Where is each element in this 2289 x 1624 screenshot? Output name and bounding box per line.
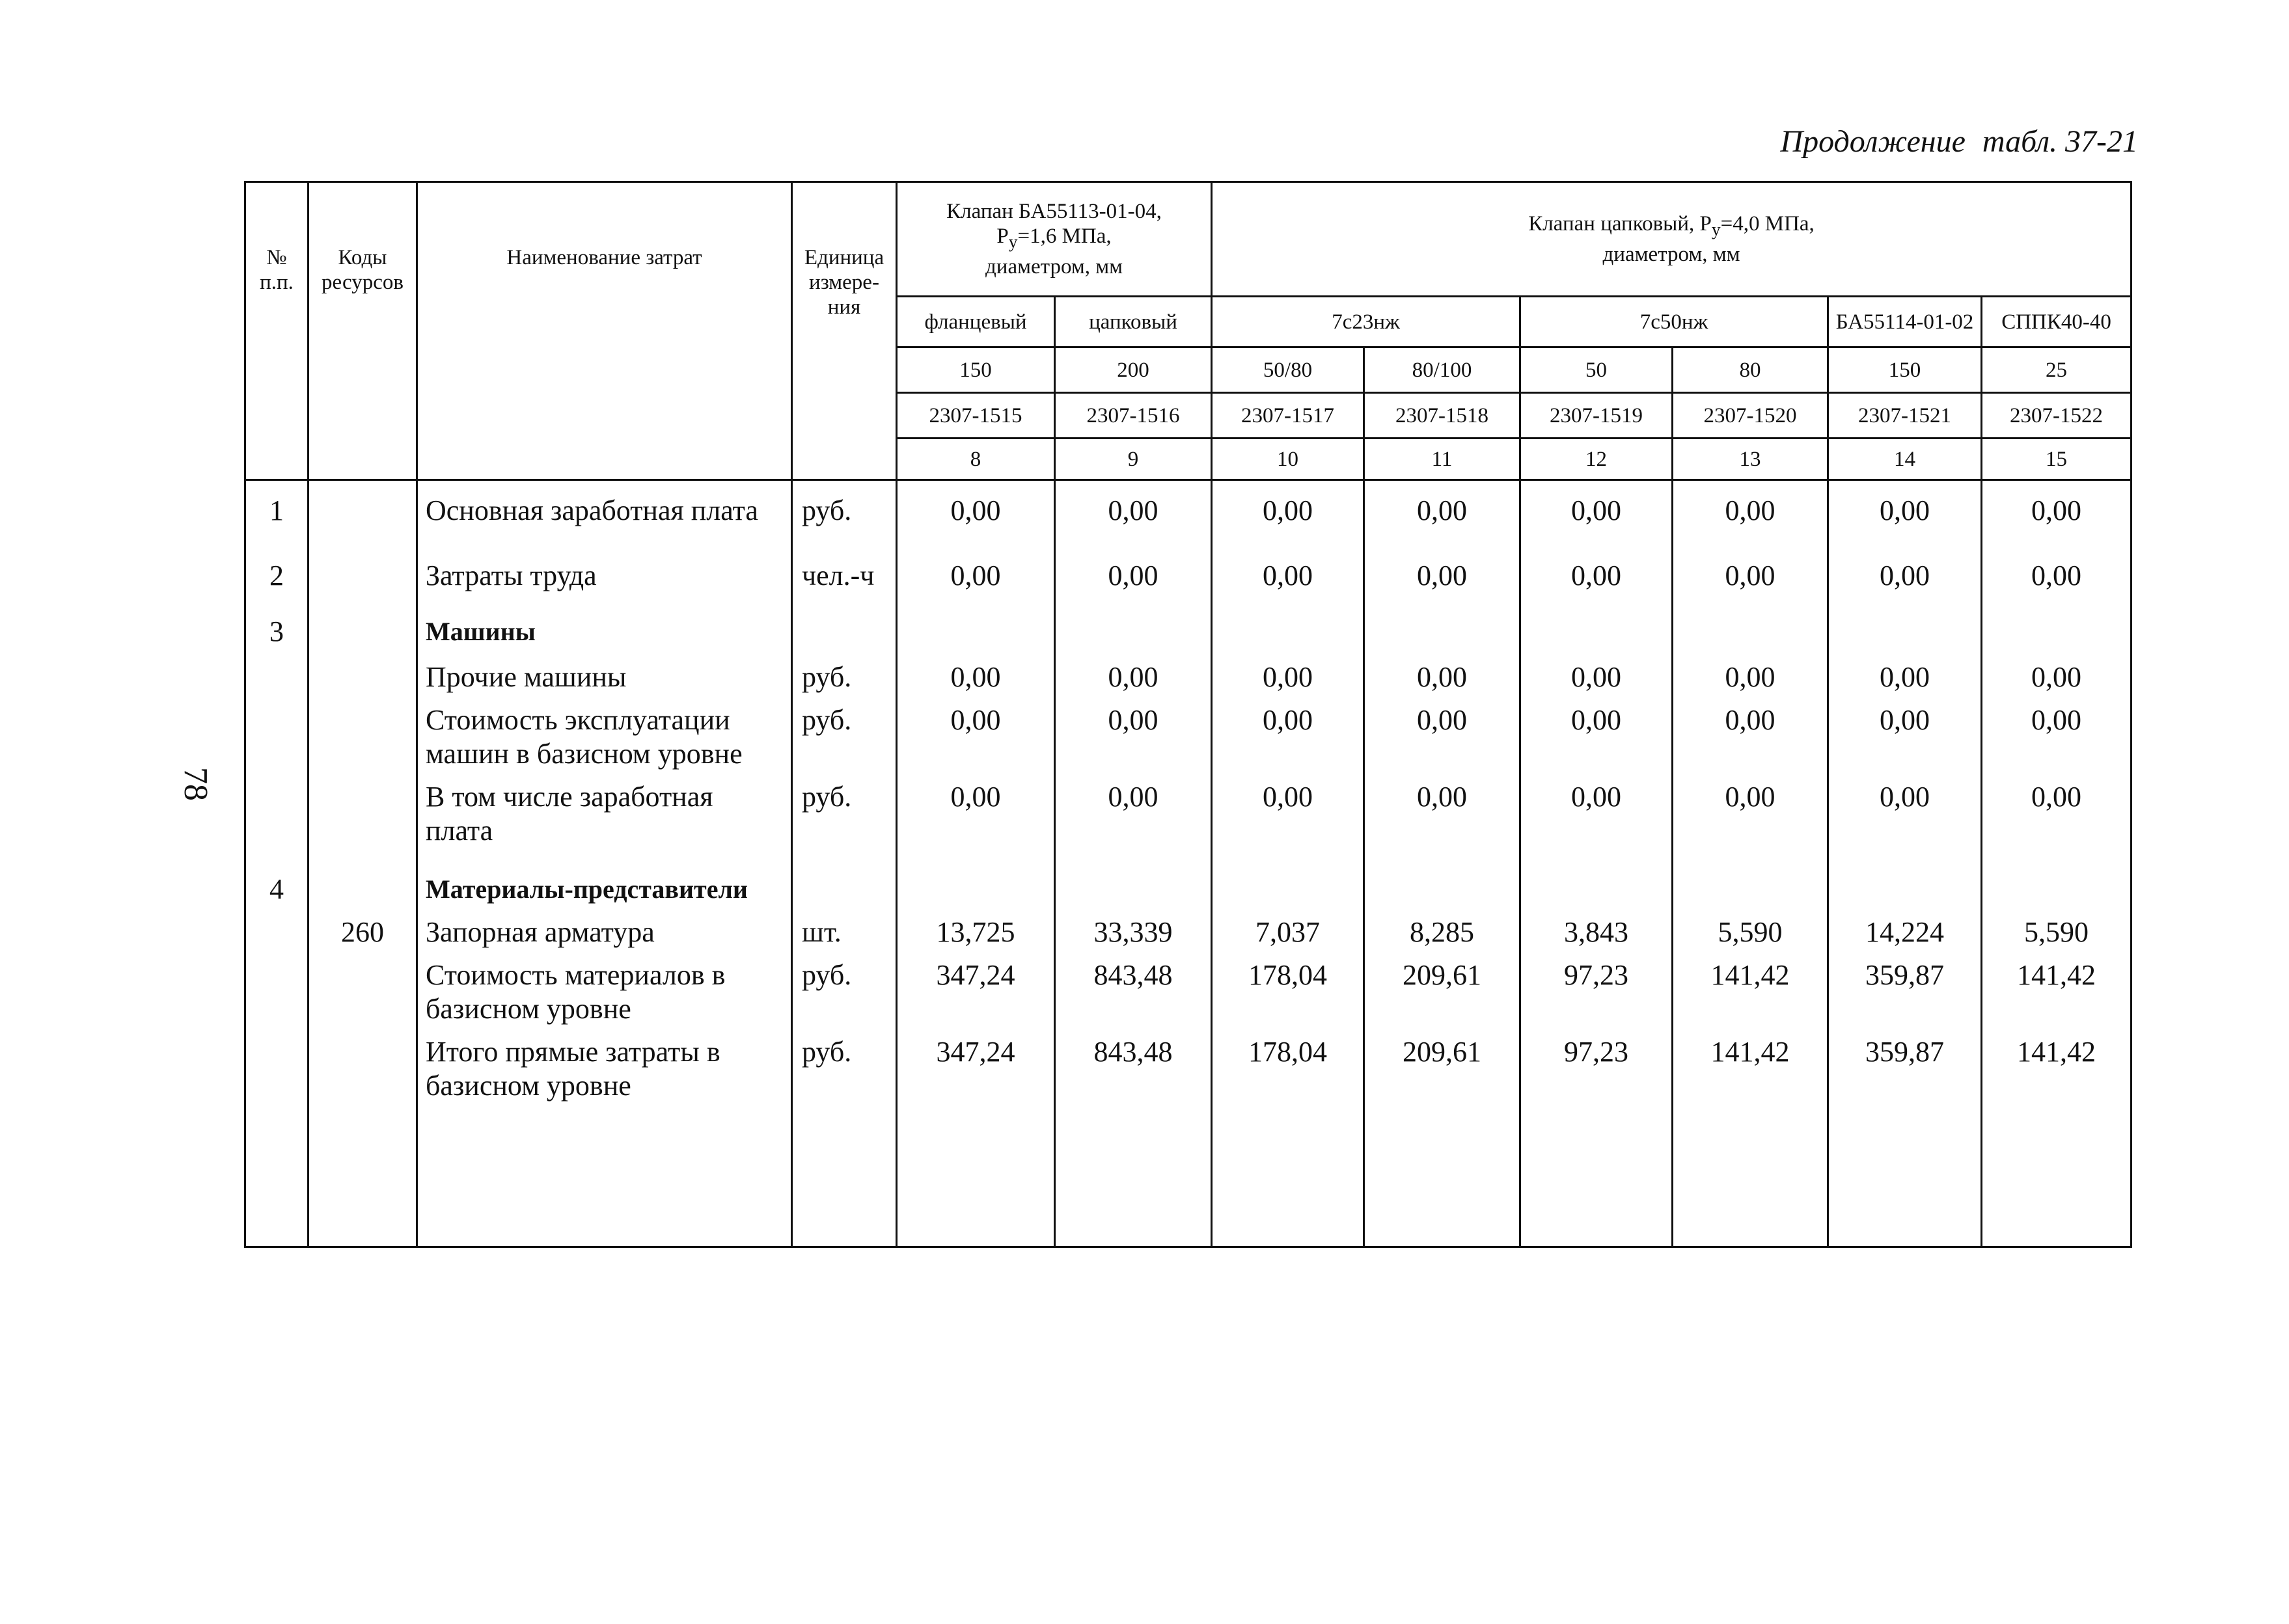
row-cost-name: Итого прямые затраты в базисном уровне [417,1026,792,1247]
table-body [245,480,2131,1247]
row-cost-name: Основная заработная плата [417,480,792,547]
column-number-cell: 15 [1982,439,2131,480]
row-number [245,949,308,1026]
row-cost-name: Машины [417,593,792,651]
row-value [1828,593,1982,651]
row-value: 0,00 [1212,694,1364,771]
resource-code-cell: 2307-1519 [1520,393,1673,439]
row-value: 0,00 [1055,651,1212,694]
type-sppk40: СППК40-40 [1982,297,2131,347]
row-resource-code [308,651,417,694]
table-row [245,771,2131,854]
row-value: 0,00 [1520,771,1673,854]
row-value: 0,00 [897,546,1055,593]
row-unit: руб. [792,651,897,694]
row-value [1212,593,1364,651]
row-number: 2 [245,546,308,593]
row-value: 209,61 [1364,949,1520,1026]
row-value: 141,42 [1982,949,2131,1026]
row-value: 347,24 [897,949,1055,1026]
column-number-cell: 13 [1673,439,1828,480]
row-value: 0,00 [1212,480,1364,547]
row-value: 0,00 [897,694,1055,771]
type-ba55114: БА55114-01-02 [1828,297,1982,347]
row-unit: руб. [792,771,897,854]
diameter-cell: 80 [1673,347,1828,393]
row-value: 0,00 [1520,546,1673,593]
header-group-valve-tsapkovy [1212,182,2131,297]
resource-code-cell: 2307-1516 [1055,393,1212,439]
row-value: 0,00 [1055,694,1212,771]
group2-line1: Клапан цапковый, $P_у=4,0$ МПа, [1528,212,1815,239]
resource-code-cell: 2307-1515 [897,393,1055,439]
column-number-cell: 9 [1055,439,1212,480]
diameter-cell: 80/100 [1364,347,1520,393]
diameter-cell: 25 [1982,347,2131,393]
column-number-cell: 8 [897,439,1055,480]
row-number [245,906,308,949]
row-value: 33,339 [1055,906,1212,949]
row-value: 7,037 [1212,906,1364,949]
row-value [1982,593,2131,651]
row-value: 359,87 [1828,949,1982,1026]
row-value: 0,00 [1828,546,1982,593]
row-value: 0,00 [1673,546,1828,593]
table-row [245,651,2131,694]
row-value [1673,593,1828,651]
row-value [1055,593,1212,651]
column-number-cell: 10 [1212,439,1364,480]
row-value: 0,00 [1982,651,2131,694]
caption-word-continuation: Продолжение [1780,124,1966,159]
row-value: 0,00 [1212,771,1364,854]
header-group-valve-ba55113 [897,182,1212,297]
row-value [1055,854,1212,906]
table-row [245,906,2131,949]
row-value: 0,00 [1828,480,1982,547]
row-value: 14,224 [1828,906,1982,949]
row-resource-code [308,694,417,771]
row-value: 347,24 [897,1026,1055,1247]
row-value: 843,48 [1055,1026,1212,1247]
row-cost-name: Стоимость эксплуатации машин в базисном уровне [417,694,792,771]
row-value: 3,843 [1520,906,1673,949]
row-value: 178,04 [1212,949,1364,1026]
row-value [1212,854,1364,906]
row-value: 0,00 [1055,771,1212,854]
row-unit [792,854,897,906]
header-number: № п.п. [245,182,308,480]
caption-table-number: 37-21 [2065,124,2138,159]
type-flanged: фланцевый [897,297,1055,347]
page-number: 78 [177,767,214,801]
table-row [245,1026,2131,1247]
row-value: 0,00 [1828,771,1982,854]
resource-code-cell: 2307-1521 [1828,393,1982,439]
row-value: 0,00 [1212,546,1364,593]
row-value: 0,00 [1212,651,1364,694]
group2-line2: диаметром, мм [1602,242,1740,266]
column-number-cell: 12 [1520,439,1673,480]
row-value: 0,00 [1982,480,2131,547]
row-value: 0,00 [1364,694,1520,771]
row-value [897,593,1055,651]
diameter-cell: 150 [1828,347,1982,393]
header-name: Наименование затрат [417,182,792,480]
column-number-cell: 11 [1364,439,1520,480]
row-value: 0,00 [1520,694,1673,771]
row-cost-name: Запорная арматура [417,906,792,949]
row-value: 359,87 [1828,1026,1982,1247]
resource-code-cell: 2307-1517 [1212,393,1364,439]
row-value: 0,00 [1982,546,2131,593]
row-resource-code [308,593,417,651]
row-cost-name: Затраты труда [417,546,792,593]
group1-line2: $P_у=1,6$ МПа, [996,224,1112,252]
header-codes: Коды ресурсов [308,182,417,480]
row-cost-name: В том числе заработная плата [417,771,792,854]
row-value [897,854,1055,906]
row-value: 0,00 [1055,480,1212,547]
type-7s50nzh: 7с50нж [1520,297,1828,347]
table-row [245,854,2131,906]
row-resource-code [308,949,417,1026]
row-number: 3 [245,593,308,651]
resource-code-cell: 2307-1520 [1673,393,1828,439]
row-value: 0,00 [1364,651,1520,694]
row-value [1364,854,1520,906]
type-tsapkovy: цапковый [1055,297,1212,347]
row-value: 141,42 [1673,949,1828,1026]
row-number: 4 [245,854,308,906]
row-value: 0,00 [1673,694,1828,771]
row-value: 0,00 [1673,771,1828,854]
group1-line3: диаметром, мм [985,254,1123,278]
row-value: 0,00 [1520,480,1673,547]
row-value: 0,00 [1364,480,1520,547]
row-value: 0,00 [1673,480,1828,547]
row-value: 0,00 [897,771,1055,854]
row-number [245,694,308,771]
row-value: 0,00 [1520,651,1673,694]
row-value [1520,593,1673,651]
row-value [1982,854,2131,906]
row-value [1673,854,1828,906]
row-value [1520,854,1673,906]
row-value: 0,00 [1673,651,1828,694]
row-resource-code [308,480,417,547]
row-number [245,1026,308,1247]
row-resource-code [308,771,417,854]
row-unit [792,593,897,651]
row-cost-name: Стоимость материалов в базисном уровне [417,949,792,1026]
row-resource-code [308,1026,417,1247]
table-row [245,480,2131,547]
row-cost-name: Материалы-представители [417,854,792,906]
diameter-cell: 50/80 [1212,347,1364,393]
row-value: 0,00 [1982,694,2131,771]
row-unit: руб. [792,694,897,771]
row-value: 5,590 [1673,906,1828,949]
diameter-cell: 200 [1055,347,1212,393]
table-row [245,694,2131,771]
table-row [245,593,2131,651]
row-value: 0,00 [1982,771,2131,854]
header-unit: Единица измере-ния [792,182,897,480]
row-unit: руб. [792,1026,897,1247]
row-value [1828,854,1982,906]
row-value: 0,00 [897,480,1055,547]
row-value: 8,285 [1364,906,1520,949]
type-7s23nzh: 7с23нж [1212,297,1520,347]
row-number [245,651,308,694]
row-value: 178,04 [1212,1026,1364,1247]
row-value: 5,590 [1982,906,2131,949]
row-value: 141,42 [1982,1026,2131,1247]
row-value: 843,48 [1055,949,1212,1026]
row-unit: чел.-ч [792,546,897,593]
diameter-cell: 50 [1520,347,1673,393]
row-resource-code [308,854,417,906]
resource-code-cell: 2307-1518 [1364,393,1520,439]
row-cost-name: Прочие машины [417,651,792,694]
row-resource-code: 260 [308,906,417,949]
row-value [1364,593,1520,651]
table-caption [1780,124,2138,159]
row-value: 13,725 [897,906,1055,949]
row-number: 1 [245,480,308,547]
row-value: 0,00 [1828,694,1982,771]
row-number [245,771,308,854]
table-row [245,546,2131,593]
row-unit: руб. [792,480,897,547]
row-value: 0,00 [1364,546,1520,593]
row-resource-code [308,546,417,593]
diameter-cell: 150 [897,347,1055,393]
row-value: 0,00 [1828,651,1982,694]
resource-code-cell: 2307-1522 [1982,393,2131,439]
cost-table [244,181,2132,1248]
group1-line1: Клапан БА55113-01-04, [946,200,1162,224]
column-number-cell: 14 [1828,439,1982,480]
row-unit: руб. [792,949,897,1026]
row-value: 97,23 [1520,1026,1673,1247]
row-value: 0,00 [1055,546,1212,593]
row-value: 0,00 [1364,771,1520,854]
row-value: 97,23 [1520,949,1673,1026]
caption-word-table: табл. [1982,124,2058,159]
row-unit: шт. [792,906,897,949]
table-row [245,949,2131,1026]
row-value: 0,00 [897,651,1055,694]
row-value: 209,61 [1364,1026,1520,1247]
row-value: 141,42 [1673,1026,1828,1247]
